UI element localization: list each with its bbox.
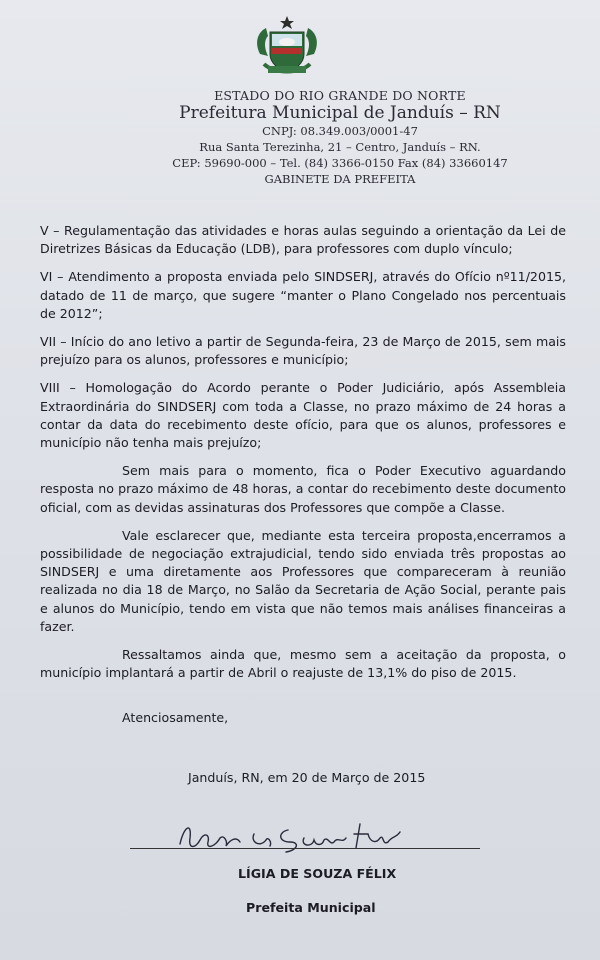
municipal-crest-icon: [250, 14, 324, 80]
address-line: Rua Santa Terezinha, 21 – Centro, Janduís – RN.: [199, 140, 481, 154]
letter-body: [40, 222, 566, 692]
paragraph-response: Sem mais para o momento, fica o Poder Executivo aguardando resposta no prazo máximo de 48 horas, a contar do recebimento deste documento oficial, com as devidas assinaturas dos Professores que compõe a Classe.: [40, 463, 566, 515]
signer-name: LÍGIA DE SOUZA FÉLIX: [238, 866, 397, 881]
salutation: Atenciosamente,: [122, 710, 229, 725]
letterhead: [120, 88, 560, 187]
signature-line: [130, 848, 480, 849]
place-date: Janduís, RN, em 20 de Março de 2015: [188, 770, 426, 785]
handwritten-signature: [170, 812, 410, 856]
signer-title: Prefeita Municipal: [246, 900, 376, 915]
paragraph-clarification: Vale esclarecer que, mediante esta terceira proposta,encerramos a possibilidade de negociação extrajudicial, tendo sido enviada três propostas ao SINDSERJ e uma diretamente aos Professores que compareceram à reunião realizada no dia 18 de Março, no Salão da Secretaria de Ação Social, perante pais e alunos do Município, tendo em vista que não temos mais análises financeiras a fazer.: [40, 527, 566, 634]
cnpj-line: CNPJ: 08.349.003/0001-47: [262, 124, 418, 138]
clause-viii: VIII – Homologação do Acordo perante o Poder Judiciário, após Assembleia Extraordinária do SINDSERJ com toda a Classe, no prazo máximo de 24 horas a contar da data do recebimento deste ofício, para que os alunos, professores e município não tenha mais prejuízo;: [40, 380, 566, 451]
contact-line: CEP: 59690-000 – Tel. (84) 3366-0150 Fax (84) 33660147: [172, 156, 508, 170]
municipality-name: Prefeitura Municipal de Janduís – RN: [179, 103, 501, 123]
paragraph-adjustment: Ressaltamos ainda que, mesmo sem a aceitação da proposta, o município implantará a partir de Abril o reajuste de 13,1% do piso de 2015.: [40, 647, 566, 681]
state-name: ESTADO DO RIO GRANDE DO NORTE: [214, 88, 466, 103]
office-line: GABINETE DA PREFEITA: [264, 172, 416, 186]
clause-vii: VII – Início do ano letivo a partir de Segunda-feira, 23 de Março de 2015, sem mais prejuízo para os alunos, professores e município;: [40, 334, 566, 368]
clause-v: V – Regulamentação das atividades e horas aulas seguindo a orientação da Lei de Diretrizes Básicas da Educação (LDB), para professores com duplo vínculo;: [40, 223, 566, 257]
clause-vi: VI – Atendimento a proposta enviada pelo SINDSERJ, através do Ofício nº11/2015, datado de 11 de março, que sugere “manter o Plano Congelado nos percentuais de 2012”;: [40, 269, 566, 321]
